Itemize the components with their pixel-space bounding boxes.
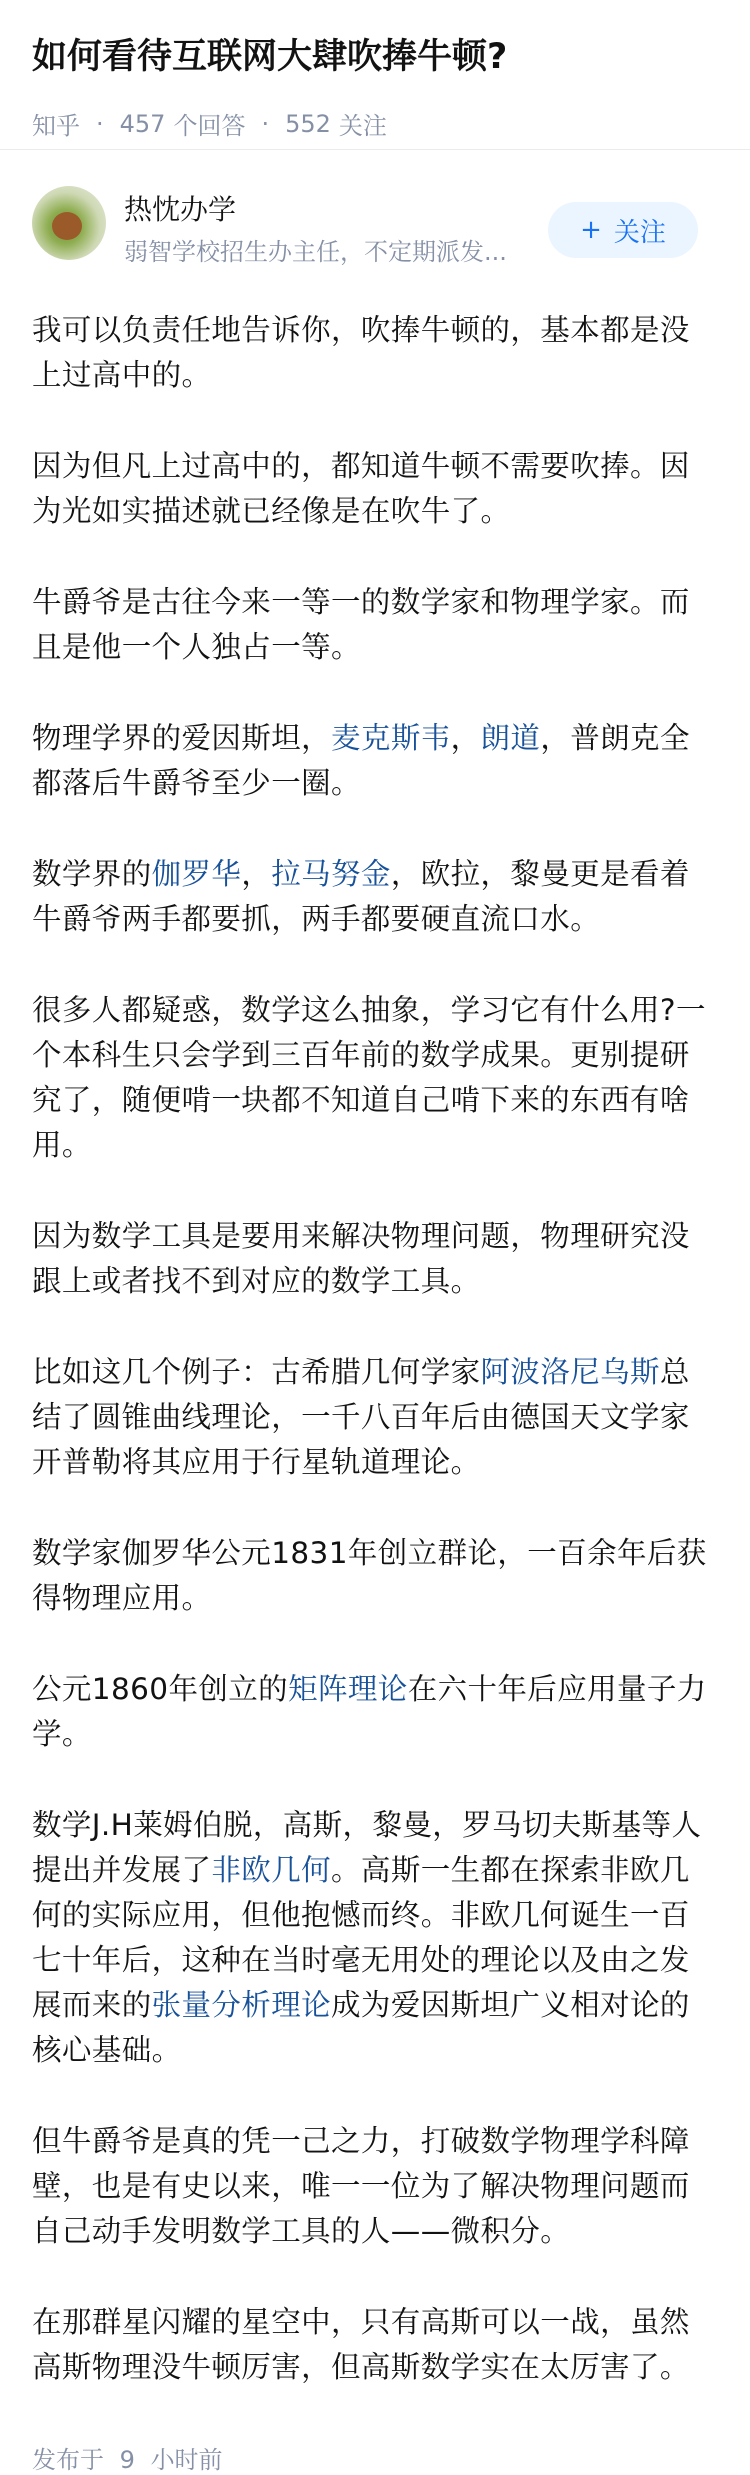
paragraph-text: ，欧拉，黎曼更是看着牛爵爷两手都要抓，两手都要硬直流口水。 — [32, 857, 690, 936]
paragraph-text: ， — [450, 721, 481, 755]
answer-paragraph — [32, 988, 718, 1168]
answer-paragraph — [32, 2119, 718, 2254]
answer-paragraph — [32, 1350, 718, 1485]
follower-count[interactable]: 552 — [285, 109, 331, 138]
paragraph-text: 数学家伽罗华公元1831年创立群论，一百余年后获得物理应用。 — [32, 1536, 707, 1615]
question-title[interactable]: 如何看待互联网大肆吹捧牛顿? — [32, 37, 508, 77]
paragraph-text: 牛爵爷是古往今来一等一的数学家和物理学家。而且是他一个人独占一等。 — [32, 585, 690, 664]
follower-count-unit[interactable]: 关注 — [338, 112, 387, 140]
answer-paragraph — [32, 852, 718, 942]
paragraph-text: 很多人都疑惑，数学这么抽象，学习它有什么用?一个本科生只会学到三百年前的数学成果。更别提研究了，随便啃一块都不知道自己啃下来的东西有啥用。 — [32, 993, 706, 1162]
paragraph-text: 我可以负责任地告诉你，吹捧牛顿的，基本都是没上过高中的。 — [32, 313, 690, 392]
answer-paragraph — [32, 580, 718, 670]
author-row — [0, 150, 750, 274]
plus-icon: + — [580, 215, 602, 245]
paragraph-text: 比如这几个例子：古希腊几何学家 — [32, 1355, 481, 1389]
question-header — [0, 0, 750, 150]
paragraph-text: 因为数学工具是要用来解决物理问题，物理研究没跟上或者找不到对应的数学工具。 — [32, 1219, 690, 1298]
paragraph-text: ，普朗克全都落后牛爵爷至少一圈。 — [32, 721, 690, 800]
meta-separator: · — [96, 109, 104, 138]
avatar[interactable] — [32, 186, 106, 260]
published-time: 9 — [119, 2446, 135, 2474]
paragraph-text: ， — [241, 857, 272, 891]
keyword-link[interactable]: 朗道 — [480, 721, 541, 755]
answer-paragraph — [32, 716, 718, 806]
follow-label: 关注 — [613, 217, 666, 248]
keyword-link[interactable]: 矩阵理论 — [288, 1672, 408, 1706]
keyword-link[interactable]: 非欧几何 — [211, 1853, 332, 1887]
keyword-link[interactable]: 阿波洛尼乌斯 — [480, 1355, 660, 1389]
source-label[interactable]: 知乎 — [32, 112, 80, 140]
answer-paragraph — [32, 1667, 718, 1757]
paragraph-text: 公元1860年创立的 — [32, 1672, 289, 1706]
follow-button[interactable] — [548, 202, 698, 258]
answer-paragraph — [32, 1803, 718, 2073]
answer-paragraph — [32, 1531, 718, 1621]
author-bio: 弱智学校招生办主任，不定期派发... — [124, 238, 507, 266]
keyword-link[interactable]: 拉马努金 — [271, 857, 391, 891]
author-name[interactable]: 热忱办学 — [124, 193, 237, 226]
paragraph-text: 因为但凡上过高中的，都知道牛顿不需要吹捧。因为光如实描述就已经像是在吹牛了。 — [32, 449, 690, 528]
answer-footer — [0, 2440, 750, 2475]
keyword-link[interactable]: 伽罗华 — [151, 857, 242, 891]
answer-count-unit[interactable]: 个回答 — [173, 112, 246, 140]
keyword-link[interactable]: 麦克斯韦 — [331, 721, 451, 755]
paragraph-text: 在那群星闪耀的星空中，只有高斯可以一战，虽然高斯物理没牛顿厉害，但高斯数学实在太厉害了。 — [32, 2305, 690, 2384]
paragraph-text: 数学界的 — [32, 857, 152, 891]
avatar-image — [52, 212, 82, 240]
answer-paragraph — [32, 308, 718, 398]
published-label: 发布于 — [32, 2446, 104, 2474]
meta-separator: · — [261, 109, 270, 138]
paragraph-text: 总结了圆锥曲线理论，一千八百年后由德国天文学家开普勒将其应用于行星轨道理论。 — [32, 1355, 690, 1479]
paragraph-text: 在六十年后应用量子力学。 — [32, 1672, 707, 1751]
keyword-link[interactable]: 张量分析理论 — [151, 1988, 332, 2022]
paragraph-text: 但牛爵爷是真的凭一己之力，打破数学物理学科障壁，也是有史以来，唯一一位为了解决物理问题而自己动手发明数学工具的人——微积分。 — [32, 2124, 690, 2248]
answer-paragraph — [32, 444, 718, 534]
published-time-unit: 小时前 — [150, 2446, 223, 2474]
paragraph-text: 物理学界的爱因斯坦， — [32, 721, 332, 755]
answer-paragraph — [32, 1214, 718, 1304]
answer-content — [0, 308, 750, 2390]
answer-paragraph — [32, 2300, 718, 2390]
answer-count[interactable]: 457 — [119, 109, 166, 138]
paragraph-text: 成为爱因斯坦广义相对论的核心基础。 — [32, 1988, 690, 2067]
paragraph-text: 。高斯一生都在探索非欧几何的实际应用，但他抱憾而终。非欧几何诞生一百七十年后，这种在当时毫无用处的理论以及由之发展而来的 — [32, 1853, 690, 2022]
paragraph-text: 数学J.H莱姆伯脱，高斯，黎曼，罗马切夫斯基等人提出并发展了 — [32, 1808, 702, 1887]
question-meta — [32, 106, 718, 141]
